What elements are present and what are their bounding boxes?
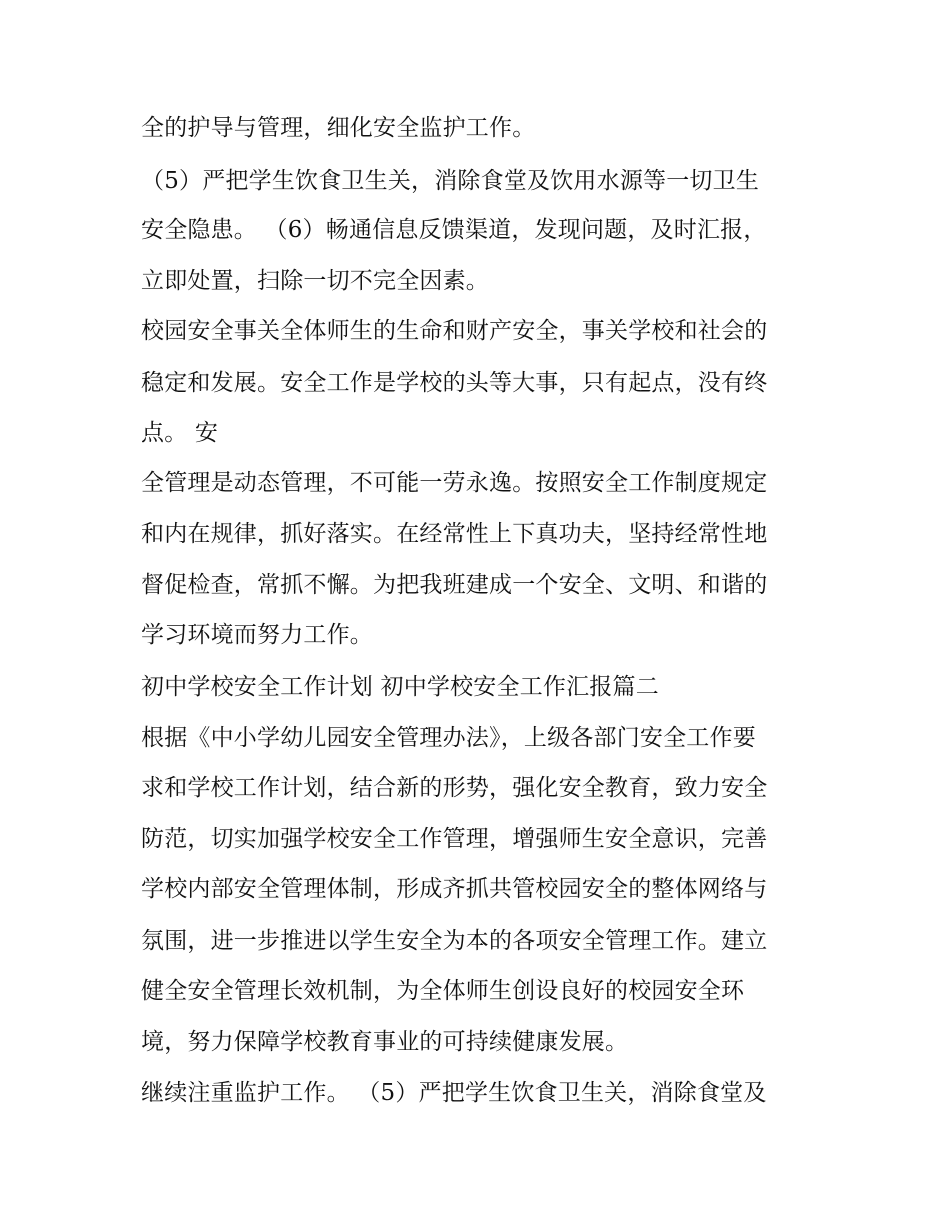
text-line: 根据《中小学幼儿园安全管理办法》，上级各部门安全工作要 (141, 725, 756, 751)
text-line: 点。 安 (141, 420, 219, 446)
text-line: 求和学校工作计划，结合新的形势，强化安全教育，致力安全 (141, 775, 768, 801)
text-line: 督促检查，常抓不懈。为把我班建成一个安全、文明、和谐的 (141, 572, 768, 598)
text-line: 校园安全事关全体师生的生命和财产安全，事关学校和社会的 (141, 318, 768, 344)
text-line: 继续注重监护工作。 （5）严把学生饮食卫生关，消除食堂及 (141, 1080, 767, 1106)
text-line: 立即处置，扫除一切不完全因素。 (141, 268, 489, 294)
text-line: 防范，切实加强学校安全工作管理，增强师生安全意识，完善 (141, 826, 768, 852)
text-line: 全的护导与管理，细化安全监护工作。 (141, 115, 536, 141)
text-line: 稳定和发展。安全工作是学校的头等大事，只有起点，没有终 (141, 370, 768, 396)
text-line: 境，努力保障学校教育事业的可持续健康发展。 (141, 1029, 629, 1055)
text-line: 学习环境而努力工作。 (141, 622, 373, 648)
text-line: 健全安全管理长效机制，为全体师生创设良好的校园安全环 (141, 978, 745, 1004)
text-line: 全管理是动态管理，不可能一劳永逸。按照安全工作制度规定 (141, 470, 768, 496)
text-line: （5）严把学生饮食卫生关，消除食堂及饮用水源等一切卫生 (141, 168, 760, 194)
text-line: 氛围，进一步推进以学生安全为本的各项安全管理工作。建立 (141, 928, 768, 954)
section-heading: 初中学校安全工作计划 初中学校安全工作汇报篇二 (141, 674, 659, 700)
text-line: 和内在规律，抓好落实。在经常性上下真功夫，坚持经常性地 (141, 521, 768, 547)
text-line: 安全隐患。 （6）畅通信息反馈渠道，发现问题，及时汇报， (141, 217, 767, 243)
text-line: 学校内部安全管理体制，形成齐抓共管校园安全的整体网络与 (141, 876, 768, 902)
